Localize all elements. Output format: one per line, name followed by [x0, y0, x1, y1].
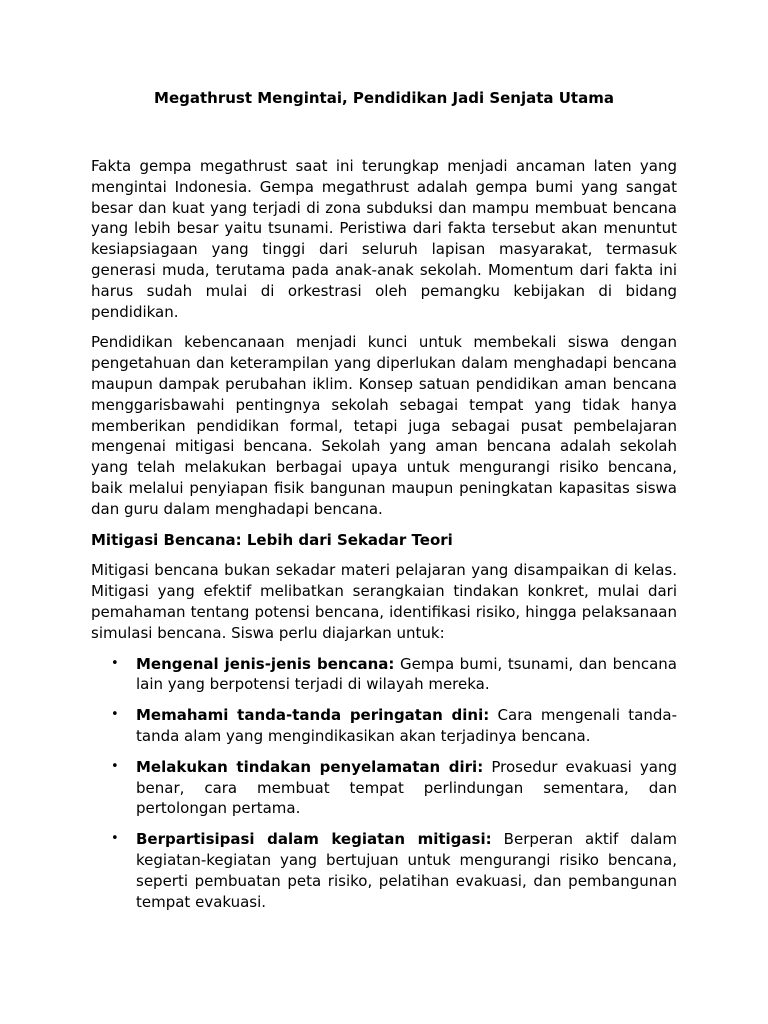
section-heading: Mitigasi Bencana: Lebih dari Sekadar Teori [91, 530, 453, 549]
body-paragraph-2: Pendidikan kebencanaan menjadi kunci untuk membekali siswa dengan pengetahuan dan keterampilan yang diperlukan dalam menghadapi bencana maupun dampak perubahan iklim. Konsep satuan pendidikan aman bencana menggarisbawahi pentingnya sekolah sebagai tempat yang tidak hanya memberikan pendidikan formal, tetapi juga sebagai pusat pembelajaran mengenai mitigasi bencana. Sekolah yang aman bencana adalah sekolah yang telah melakukan berbagai upaya untuk mengurangi risiko bencana, baik melalui penyiapan fisik bangunan maupun peningkatan kapasitas siswa dan guru dalam menghadapi bencana. [91, 333, 677, 518]
bullet-icon: • [111, 707, 119, 723]
list-item-text: Gempa bumi, tsunami, dan bencana lain yang berpotensi terjadi di wilayah mereka. [136, 654, 677, 694]
list-item-text: Berperan aktif dalam kegiatan-kegiatan yang bertujuan untuk mengurangi risiko bencana, seperti pembuatan peta risiko, pelatihan evakuasi, dan pembangunan tempat evakuasi. [136, 830, 677, 911]
section-paragraph: Mitigasi bencana bukan sekadar materi pelajaran yang disampaikan di kelas. Mitigasi yang efektif melibatkan serangkaian tindakan konkret, mulai dari pemahaman tentang potensi bencana, identifikasi risiko, hingga pelaksanaan simulasi bencana. Siswa perlu diajarkan untuk: [91, 561, 677, 642]
list-item [91, 705, 677, 747]
list-item-label: Melakukan tindakan penyelamatan diri: [136, 757, 484, 776]
bullet-icon: • [111, 655, 119, 671]
list-item-label: Memahami tanda-tanda peringatan dini: [136, 706, 490, 725]
document-title: Megathrust Mengintai, Pendidikan Jadi Senjata Utama [154, 89, 614, 107]
list-item-label: Berpartisipasi dalam kegiatan mitigasi: [136, 830, 492, 849]
body-paragraph-1: Fakta gempa megathrust saat ini terungkap menjadi ancaman laten yang mengintai Indonesia. Gempa megathrust adalah gempa bumi yang sangat besar dan kuat yang terjadi di zona subduksi dan mampu membuat bencana yang lebih besar yaitu tsunami. Peristiwa dari fakta tersebut akan menuntut kesiapsiagaan yang tinggi dari seluruh lapisan masyarakat, termasuk generasi muda, terutama pada anak-anak sekolah. Momentum dari fakta ini harus sudah mulai di orkestrasi oleh pemangku kebijakan di bidang pendidikan. [91, 157, 677, 321]
bullet-list [91, 654, 677, 913]
bullet-icon: • [111, 758, 119, 774]
bullet-icon: • [111, 831, 119, 847]
list-item [91, 829, 677, 912]
list-item-text: Cara mengenali tanda-tanda alam yang mengindikasikan akan terjadinya bencana. [136, 706, 677, 745]
list-item [91, 757, 677, 819]
list-item-text: Prosedur evakuasi yang benar, cara membuat tempat perlindungan sementara, dan pertolongan pertama. [136, 757, 678, 818]
list-item-label: Mengenal jenis-jenis bencana: [136, 654, 395, 673]
list-item [91, 654, 677, 696]
